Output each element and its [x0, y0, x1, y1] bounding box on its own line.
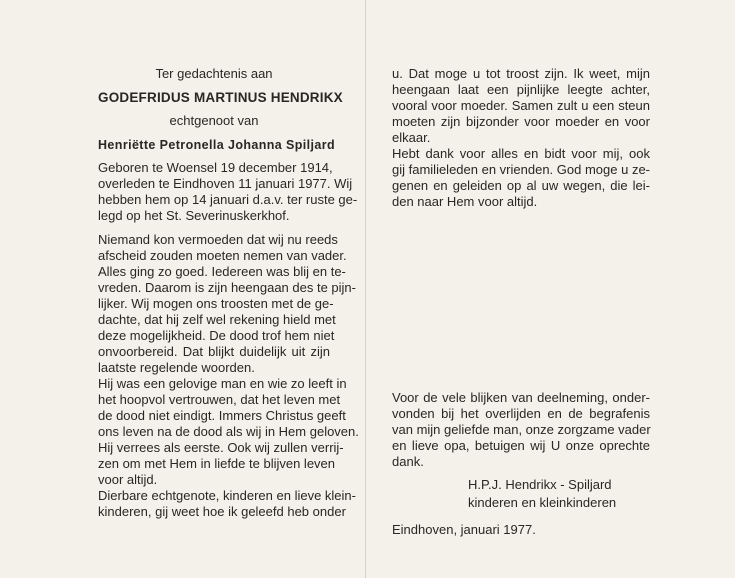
- text-line: afscheid zouden moeten nemen van vader.: [98, 248, 347, 263]
- place-date: Eindhoven, januari 1977.: [392, 522, 536, 537]
- signature-block: [392, 476, 650, 512]
- text-line: deze mogelijkheid. De dood trof hem niet: [98, 328, 335, 343]
- farewell-paragraph: [392, 66, 650, 210]
- birth-death-paragraph: [98, 160, 358, 224]
- text-line: Geboren te Woensel 19 december 1914,: [98, 160, 333, 175]
- spouse-intro: echtgenoot van: [169, 113, 259, 128]
- text-line: van mijn geliefde man, onze zorgzame vader: [392, 422, 651, 437]
- reflection-paragraph: [98, 232, 359, 520]
- text-line: ons leven na de dood als wij in Hem geloven.: [98, 424, 359, 439]
- text-line: dank.: [392, 454, 424, 469]
- text-line: en lieve opa, betuigen wij U onze oprechte: [392, 438, 650, 453]
- signature-names: H.P.J. Hendrikx - Spiljard: [468, 477, 612, 492]
- text-line: Alles ging zo goed. Iedereen was blij en te-: [98, 264, 346, 279]
- text-line: den naar Hem voor altijd.: [392, 194, 538, 209]
- text-line: kinderen, gij weet hoe ik geleefd heb onder: [98, 504, 346, 519]
- text-line: zen om met Hem in liefde te blijven leven: [98, 456, 336, 471]
- text-line: onvoorbereid. Dat blijkt duidelijk uit zijn: [98, 344, 330, 359]
- text-line: Dierbare echtgenote, kinderen en lieve klein-: [98, 488, 356, 503]
- text-line: de dood niet eindigt. Immers Christus geeft: [98, 408, 346, 423]
- text-line: moeten zijn bijzonder voor moeder en voor: [392, 114, 650, 129]
- text-line: voor altijd.: [98, 472, 158, 487]
- text-line: het hoopvol vertrouwen, dat het leven met: [98, 392, 341, 407]
- text-line: overleden te Eindhoven 11 januari 1977. Wij: [98, 176, 353, 191]
- text-line: heengaan laat een pijnlijke leegte achter,: [392, 82, 650, 97]
- text-line: vooral voor moeder. Samen zult u een steun: [392, 98, 650, 113]
- text-line: Hij verrees als eerste. Ook wij zullen verrij-: [98, 440, 344, 455]
- intro-text: Ter gedachtenis aan: [155, 66, 273, 81]
- text-line: gij familieleden en vrienden. God moge u ze-: [392, 162, 650, 177]
- spouse-name: Henriëtte Petronella Johanna Spiljard: [98, 138, 336, 152]
- right-panel: [392, 66, 650, 538]
- text-line: genen en geleiden op al uw wegen, die lei-: [392, 178, 650, 193]
- deceased-name: GODEFRIDUS MARTINUS HENDRIKX: [98, 90, 343, 105]
- card-fold: [365, 0, 366, 578]
- text-line: Hebt dank voor alles en bidt voor mij, ook: [392, 146, 650, 161]
- signature-family: kinderen en kleinkinderen: [468, 495, 617, 510]
- left-panel: [98, 66, 359, 520]
- text-line: Hij was een gelovige man en wie zo leeft in: [98, 376, 347, 391]
- text-line: u. Dat moge u tot troost zijn. Ik weet, mijn: [392, 66, 650, 81]
- text-line: vreden. Daarom is zijn heengaan des te pijn-: [98, 280, 356, 295]
- text-line: legd op het St. Severinuskerkhof.: [98, 208, 290, 223]
- text-line: Voor de vele blijken van deelneming, onder-: [392, 390, 650, 405]
- text-line: hebben hem op 14 januari d.a.v. ter ruste ge-: [98, 192, 358, 207]
- thanks-paragraph: [392, 390, 650, 470]
- text-line: lijker. Wij mogen ons troosten met de ge-: [98, 296, 334, 311]
- text-line: Niemand kon vermoeden dat wij nu reeds: [98, 232, 338, 247]
- text-line: vonden bij het overlijden en de begrafenis: [392, 406, 650, 421]
- text-line: laatste regelende woorden.: [98, 360, 255, 375]
- text-line: dachte, dat hij zelf wel rekening hield met: [98, 312, 336, 327]
- text-line: elkaar.: [392, 130, 431, 145]
